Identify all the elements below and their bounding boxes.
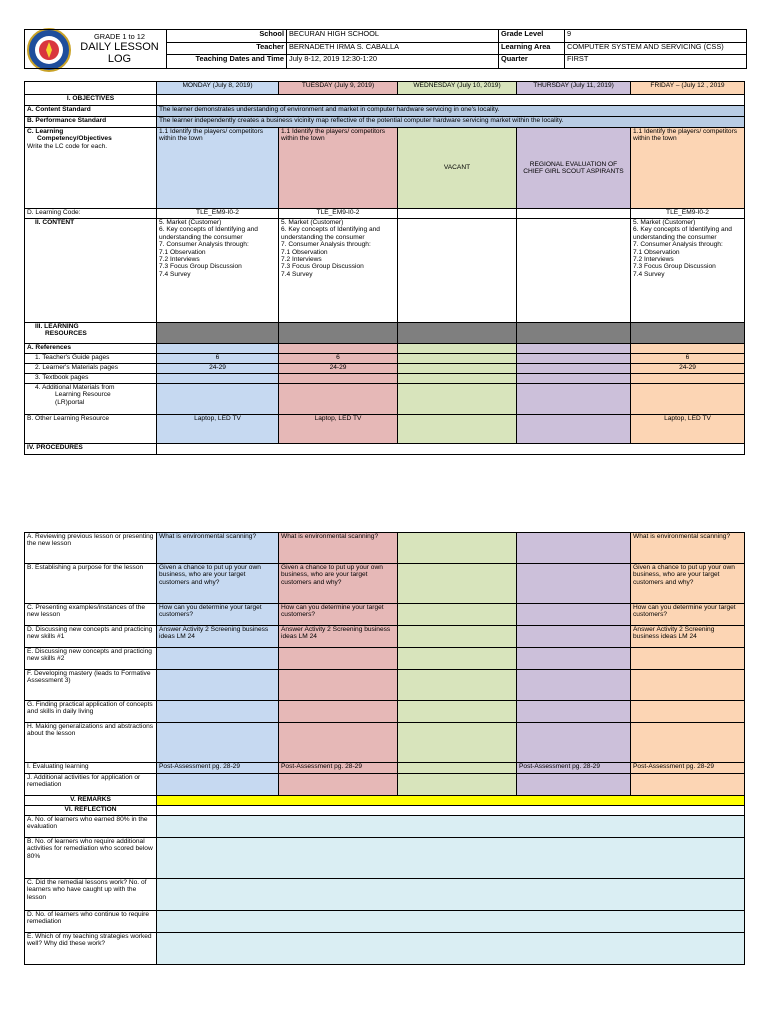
content-standard-text: The learner demonstrates understanding of environment and market in computer hardware servicing in one's locality. [157,106,745,117]
procedure-c-monday: How can you determine your target customers? [157,604,279,626]
dates-value: July 8-12, 2019 12:30-1:20 [287,55,499,69]
content-tuesday [279,219,398,323]
procedure-a-tuesday: What is environmental scanning? [279,533,398,564]
other-resource-tuesday: Laptop, LED TV [279,415,398,444]
competency-label-line3: Write the LC code for each. [27,142,108,150]
procedure-i-thursday: Post-Assessment pg. 28-29 [517,763,631,774]
resources-heading [25,323,157,344]
lesson-table-bottom [24,532,745,965]
day-header-thursday: THURSDAY (July 11, 2019) [517,82,631,95]
content-item: 7.2 Interviews [159,255,200,263]
procedure-d-monday: Answer Activity 2 Screening business ideas LM 24 [157,626,279,648]
procedure-i-monday: Post-Assessment pg. 28-29 [157,763,279,774]
school-label: School [167,30,287,43]
day-header-wednesday: WEDNESDAY (July 10, 2019) [398,82,517,95]
header-table [24,29,747,69]
reflection-c-label: C. Did the remedial lessons work? No. of learners who have caught up with the lesson [25,879,157,911]
content-monday [157,219,279,323]
learners-materials-monday: 24-29 [157,364,279,374]
competency-monday: 1.1 Identify the players/ competitors within the town [157,128,279,209]
teacher-value: BERNADETH IRMA S. CABALLA [287,43,499,55]
procedure-j-label: J. Additional activities for application or remediation [25,774,157,796]
content-item: 7.2 Interviews [633,255,674,263]
procedure-g-label: G. Finding practical application of concepts and skills in daily living [25,701,157,723]
performance-standard-text: The learner independently creates a business vicinity map reflective of the potential computer hardware servicing market within the locality. [157,117,745,128]
learners-materials-tuesday: 24-29 [279,364,398,374]
objectives-heading: I. OBJECTIVES [25,95,157,106]
teachers-guide-monday: 6 [157,354,279,364]
procedure-d-tuesday: Answer Activity 2 Screening business ideas LM 24 [279,626,398,648]
procedure-a-monday: What is environmental scanning? [157,533,279,564]
content-item: 7.4 Survey [159,270,191,278]
content-item: 5. Market (Customer) [159,219,222,226]
reflection-heading: VI. REFLECTION [25,806,157,816]
procedure-i-friday: Post-Assessment pg. 28-29 [631,763,745,774]
quarter-value: FIRST [565,55,747,69]
procedure-d-friday: Answer Activity 2 Screening business ideas LM 24 [631,626,745,648]
content-standard-label: A. Content Standard [25,106,157,117]
lesson-table-top [24,81,745,455]
teachers-guide-tuesday: 6 [279,354,398,364]
procedure-f-label: F. Developing mastery (leads to Formative Assessment 3) [25,670,157,701]
teachers-guide-label: 1. Teacher's Guide pages [25,354,157,364]
day-header-tuesday: TUESDAY (July 9, 2019) [279,82,398,95]
content-item: 7.1 Observation [633,248,680,256]
resources-heading-line1: III. LEARNING [35,323,79,330]
competency-label-line1: C. Learning [27,128,64,135]
procedure-b-friday: Given a chance to put up your own business, who are your target customers and why? [631,564,745,604]
remarks-heading: V. REMARKS [25,796,157,806]
learning-area-label: Learning Area [499,43,565,55]
quarter-label: Quarter [499,55,565,69]
content-item: 6. Key concepts of Identifying and understanding the consumer [281,226,380,241]
reflection-b-label: B. No. of learners who require additional activities for remediation who scored below 80% [25,838,157,879]
procedure-c-friday: How can you determine your target customers? [631,604,745,626]
performance-standard-label: B. Performance Standard [25,117,157,128]
textbook-label: 3. Textbook pages [25,374,157,384]
school-value: BECURAN HIGH SCHOOL [287,30,499,43]
procedure-i-tuesday: Post-Assessment pg. 28-29 [279,763,398,774]
content-item: 7. Consumer Analysis through: [633,241,723,249]
additional-materials-label [25,384,157,415]
content-item: 7.3 Focus Group Discussion [633,263,716,271]
procedures-heading: IV. PROCEDURES [25,444,157,455]
procedure-c-label: C. Presenting examples/instances of the new lesson [25,604,157,626]
additional-materials-line1: 4. Additional Materials from [35,384,115,391]
procedure-a-label: A. Reviewing previous lesson or presenting the new lesson [25,533,157,564]
dates-label: Teaching Dates and Time [167,55,287,69]
content-item: 5. Market (Customer) [633,219,696,226]
content-item: 7.2 Interviews [281,255,322,263]
resources-heading-line2: RESOURCES [45,330,87,338]
procedure-b-monday: Given a chance to put up your own business, who are your target customers and why? [157,564,279,604]
other-resource-friday: Laptop, LED TV [631,415,745,444]
learning-code-label: D. Learning Code: [25,209,157,219]
procedure-b-label: B. Establishing a purpose for the lesson [25,564,157,604]
grade-range: GRADE 1 to 12 [94,31,145,41]
teachers-guide-friday: 6 [631,354,745,364]
learning-code-monday: TLE_EM9-I0-2 [157,209,279,219]
content-friday [631,219,745,323]
procedure-e-label: E. Discussing new concepts and practicing new skills #2 [25,648,157,670]
teacher-label: Teacher [167,43,287,55]
competency-thursday: REGIONAL EVALUATION OF CHIEF GIRL SCOUT ASPIRANTS [517,128,631,209]
grade-level-value: 9 [565,30,747,43]
reflection-d-label: D. No. of learners who continue to require remediation [25,911,157,933]
title-line2: LOG [107,53,132,66]
learners-materials-label: 2. Learner's Materials pages [25,364,157,374]
other-resource-monday: Laptop, LED TV [157,415,279,444]
content-item: 5. Market (Customer) [281,219,344,226]
competency-friday: 1.1 Identify the players/ competitors within the town [631,128,745,209]
reflection-e-label: E. Which of my teaching strategies worked well? Why did these work? [25,933,157,965]
other-resource-label: B. Other Learning Resource [25,415,157,444]
procedure-i-label: I. Evaluating learning [25,763,157,774]
content-item: 7. Consumer Analysis through: [281,241,371,249]
learning-code-tuesday: TLE_EM9-I0-2 [279,209,398,219]
content-item: 7.1 Observation [281,248,328,256]
content-item: 7.4 Survey [633,270,665,278]
procedure-b-tuesday: Given a chance to put up your own business, who are your target customers and why? [279,564,398,604]
procedure-a-friday: What is environmental scanning? [631,533,745,564]
content-item: 7.4 Survey [281,270,313,278]
competency-label [25,128,157,209]
competency-wednesday-vacant: VACANT [398,128,517,209]
title-line1: DAILY LESSON [80,40,159,53]
additional-materials-line3: (LR)portal [55,398,85,406]
competency-label-line2: Competency/Objectives [37,135,112,143]
procedure-c-tuesday: How can you determine your target customers? [279,604,398,626]
content-item: 6. Key concepts of Identifying and understanding the consumer [159,226,258,241]
learners-materials-friday: 24-29 [631,364,745,374]
content-item: 7.1 Observation [159,248,206,256]
content-item: 7.3 Focus Group Discussion [281,263,364,271]
day-header-friday: FRIDAY – (July 12 , 2019 [631,82,745,95]
procedure-d-label: D. Discussing new concepts and practicing new skills #1 [25,626,157,648]
content-item: 6. Key concepts of Identifying and understanding the consumer [633,226,732,241]
header-title-cell [25,30,167,69]
learning-area-value: COMPUTER SYSTEM AND SERVICING (CSS) [565,43,747,55]
learning-code-friday: TLE_EM9-I0-2 [631,209,745,219]
day-header-monday: MONDAY (July 8, 2019) [157,82,279,95]
competency-tuesday: 1.1 Identify the players/ competitors within the town [279,128,398,209]
content-item: 7.3 Focus Group Discussion [159,263,242,271]
additional-materials-line2: Learning Resource [55,391,111,399]
content-item: 7. Consumer Analysis through: [159,241,249,249]
grade-level-label: Grade Level [499,30,565,43]
references-label: A. References [25,344,157,354]
content-label: II. CONTENT [25,219,157,323]
reflection-a-label: A. No. of learners who earned 80% in the evaluation [25,816,157,838]
procedure-h-label: H. Making generalizations and abstractions about the lesson [25,723,157,763]
